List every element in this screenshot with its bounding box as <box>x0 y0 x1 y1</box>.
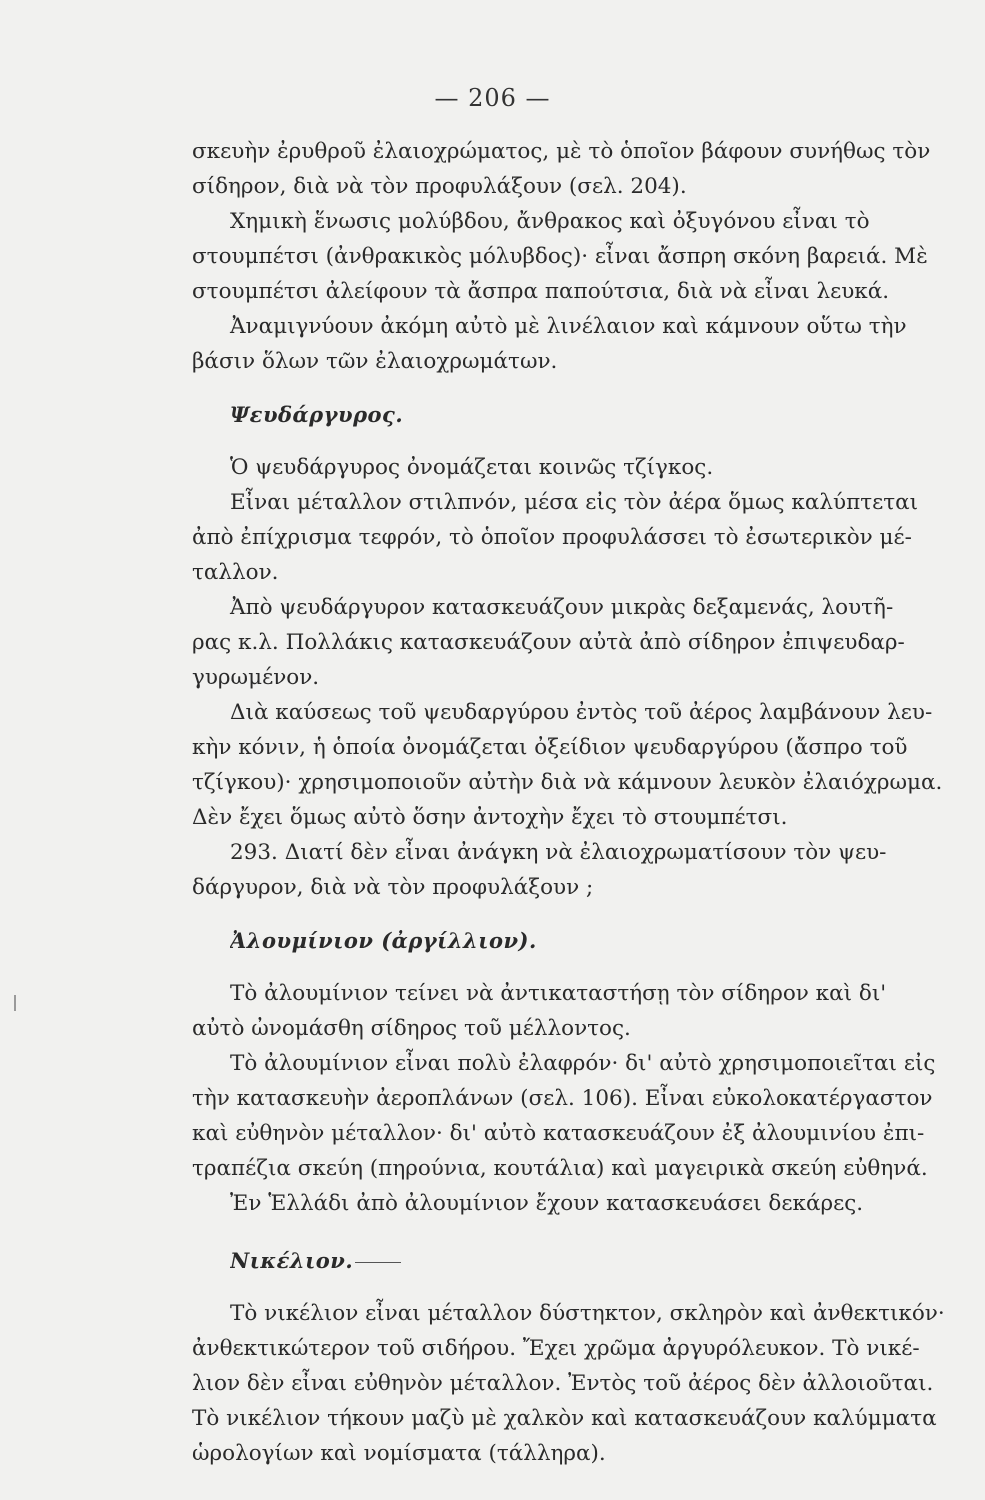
text-line: ρας κ.λ. Πολλάκις κατασκευάζουν αὐτὰ ἀπὸ σίδηρον ἐπιψευδαρ- <box>192 630 905 655</box>
text-line: τζίγκου)· χρησιμοποιοῦν αὐτὴν διὰ νὰ κάμνουν λευκὸν ἐλαιόχρωμα. <box>192 770 943 795</box>
text-line: Διὰ καύσεως τοῦ ψευδαργύρου ἐντὸς τοῦ ἀέρος λαμβάνουν λευ- <box>230 700 933 725</box>
text-line: δάργυρον, διὰ νὰ τὸν προφυλάξουν ; <box>192 875 594 900</box>
page-number: — 206 — <box>434 84 551 112</box>
text-line: Εἶναι μέταλλον στιλπνόν, μέσα εἰς τὸν ἀέρα ὅμως καλύπτεται <box>230 490 919 515</box>
text-line: σίδηρον, διὰ νὰ τὸν προφυλάξουν (σελ. 204). <box>192 174 687 199</box>
text-line: λιον δὲν εἶναι εὐθηνὸν μέταλλον. Ἐντὸς τοῦ ἀέρος δὲν ἀλλοιοῦται. <box>192 1371 934 1396</box>
pen-stroke <box>355 1262 401 1263</box>
section-heading-nickel-text: Νικέλιον. <box>230 1248 354 1273</box>
text-line: Χημικὴ ἕνωσις μολύβδου, ἄνθρακος καὶ ὀξυγόνου εἶναι τὸ <box>230 209 870 234</box>
section-heading-aluminium: Ἀλουμίνιον (ἀργίλλιον). <box>230 928 537 953</box>
page-body <box>192 134 964 1471</box>
text-line: Τὸ νικέλιον τήκουν μαζὺ μὲ χαλκὸν καὶ κατασκευάζουν καλύμματα <box>192 1406 937 1431</box>
text-line: Τὸ ἀλουμίνιον τείνει νὰ ἀντικαταστήσῃ τὸν σίδηρον καὶ δι' <box>230 981 887 1006</box>
text-line: ἀνθεκτικώτερον τοῦ σιδήρου. Ἔχει χρῶμα ἀργυρόλευκον. Τὸ νικέ- <box>192 1336 920 1361</box>
section-heading-zinc: Ψευδάργυρος. <box>230 402 404 427</box>
text-line: κὴν κόνιν, ἡ ὁποία ὀνομάζεται ὀξείδιον ψευδαργύρου (ἄσπρο τοῦ <box>192 735 908 760</box>
text-line: στουμπέτσι ἀλείφουν τὰ ἄσπρα παπούτσια, διὰ νὰ εἶναι λευκά. <box>192 279 890 304</box>
text-line: Δὲν ἔχει ὅμως αὐτὸ ὅσην ἀντοχὴν ἔχει τὸ στουμπέτσι. <box>192 805 788 830</box>
section-heading-nickel <box>230 1243 964 1278</box>
text-line: καὶ εὐθηνὸν μέταλλον· δι' αὐτὸ κατασκευάζουν ἐξ ἀλουμινίου ἐπι- <box>192 1121 925 1146</box>
text-line: τὴν κατασκευὴν ἀεροπλάνων (σελ. 106). Εἶναι εὐκολοκατέργαστον <box>192 1086 933 1111</box>
text-line: Ἀπὸ ψευδάργυρον κατασκευάζουν μικρὰς δεξαμενάς, λουτῆ- <box>230 595 894 620</box>
text-line: στουμπέτσι (ἀνθρακικὸς μόλυβδος)· εἶναι ἄσπρη σκόνη βαρειά. Μὲ <box>192 244 928 269</box>
text-line: Ἐν Ἑλλάδι ἀπὸ ἀλουμίνιον ἔχουν κατασκευάσει δεκάρες. <box>230 1191 864 1216</box>
text-line: τραπέζια σκεύη (πηρούνια, κουτάλια) καὶ μαγειρικὰ σκεύη εὐθηνά. <box>192 1156 928 1181</box>
text-line: ὡρολογίων καὶ νομίσματα (τάλληρα). <box>192 1441 606 1466</box>
text-line: Τὸ ἀλουμίνιον εἶναι πολὺ ἐλαφρόν· δι' αὐτὸ χρησιμοποιεῖται εἰς <box>230 1051 936 1076</box>
text-line: ταλλον. <box>192 560 279 585</box>
text-line: Ὁ ψευδάργυρος ὀνομάζεται κοινῶς τζίγκος. <box>230 455 714 480</box>
text-line: αὐτὸ ὠνομάσθη σίδηρος τοῦ μέλλοντος. <box>192 1016 631 1041</box>
text-line: Τὸ νικέλιον εἶναι μέταλλον δύστηκτον, σκληρὸν καὶ ἀνθεκτικόν· <box>230 1301 945 1326</box>
text-line: ἀπὸ ἐπίχρισμα τεφρόν, τὸ ὁποῖον προφυλάσσει τὸ ἐσωτερικὸν μέ- <box>192 525 912 550</box>
text-line: σκευὴν ἐρυθροῦ ἐλαιοχρώματος, μὲ τὸ ὁποῖον βάφουν συνήθως τὸν <box>192 139 931 164</box>
text-line: Ἀναμιγνύουν ἀκόμη αὐτὸ μὲ λινέλαιον καὶ κάμνουν οὕτω τὴν <box>230 314 907 339</box>
margin-mark <box>14 995 16 1011</box>
text-line: βάσιν ὅλων τῶν ἐλαιοχρωμάτων. <box>192 349 558 374</box>
text-line: 293. Διατί δὲν εἶναι ἀνάγκη νὰ ἐλαιοχρωματίσουν τὸν ψευ- <box>230 840 887 865</box>
text-line: γυρωμένον. <box>192 665 320 690</box>
